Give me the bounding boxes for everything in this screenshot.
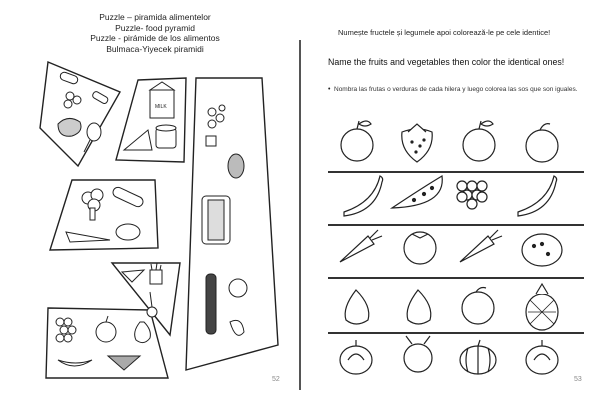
svg-text:MILK: MILK [155, 104, 167, 110]
bread-loaf-icon [202, 196, 230, 244]
banana-icon[interactable] [518, 176, 557, 216]
pear-icon[interactable] [345, 290, 369, 324]
carrot-icon[interactable] [460, 230, 502, 262]
right-page [302, 0, 600, 400]
milk-carton-icon [150, 82, 174, 118]
baguette-icon [206, 274, 216, 334]
pear-icon[interactable] [407, 290, 431, 324]
meat-and-protein-piece[interactable] [40, 62, 120, 166]
muffin-icon [229, 279, 247, 297]
grapes-icon[interactable] [457, 181, 487, 209]
corn-icon [228, 154, 244, 178]
row-1 [341, 121, 558, 162]
apple-icon[interactable] [463, 121, 495, 161]
instruction-english: Name the fruits and vegetables then color the identical ones! [328, 57, 565, 67]
bullet: • [328, 86, 331, 93]
right-page-number: 53 [574, 376, 582, 383]
tomato-icon[interactable] [404, 232, 436, 264]
cracker-icon [206, 136, 216, 146]
instruction-spanish: Nombra las frutas o verduras de cada hilera y luego colorea las sos que son iguales. [334, 86, 578, 93]
pumpkin-icon[interactable] [460, 340, 496, 374]
potato-icon [116, 224, 140, 240]
left-page-number: 52 [272, 376, 280, 383]
title-line-en: Puzzle- food pyramid [115, 22, 195, 33]
pineapple-icon[interactable] [526, 284, 558, 330]
row-4 [345, 284, 558, 330]
watermelon-slice-icon[interactable] [392, 176, 442, 208]
food-pyramid-puzzle [0, 0, 298, 400]
orange-icon[interactable] [462, 288, 494, 325]
title-line-es: Puzzle - pirámide de los alimentos [90, 33, 220, 43]
apple-icon[interactable] [341, 121, 373, 161]
potato-icon[interactable] [522, 234, 562, 266]
book-gutter [299, 40, 301, 390]
carrot-icon[interactable] [340, 230, 382, 262]
strawberry-icon[interactable] [402, 124, 432, 162]
identical-items-worksheet [302, 0, 600, 400]
left-page [0, 0, 298, 400]
row-2 [344, 176, 557, 216]
orange-icon[interactable] [526, 124, 558, 162]
title-line-tr: Bulmaca-Yiyecek piramidi [106, 43, 204, 54]
row-3 [340, 230, 562, 266]
title-line-ro: Puzzle – piramida alimentelor [99, 12, 211, 22]
onion-icon[interactable] [526, 340, 558, 374]
beet-icon[interactable] [404, 336, 432, 372]
yogurt-cup-icon [156, 125, 176, 148]
steak-icon [58, 118, 81, 136]
banana-icon[interactable] [344, 176, 383, 216]
instruction-romanian: Numește fructele și legumele apoi colorează-le pe cele identice! [338, 28, 551, 37]
row-5 [340, 336, 558, 374]
onion-icon[interactable] [340, 340, 372, 374]
